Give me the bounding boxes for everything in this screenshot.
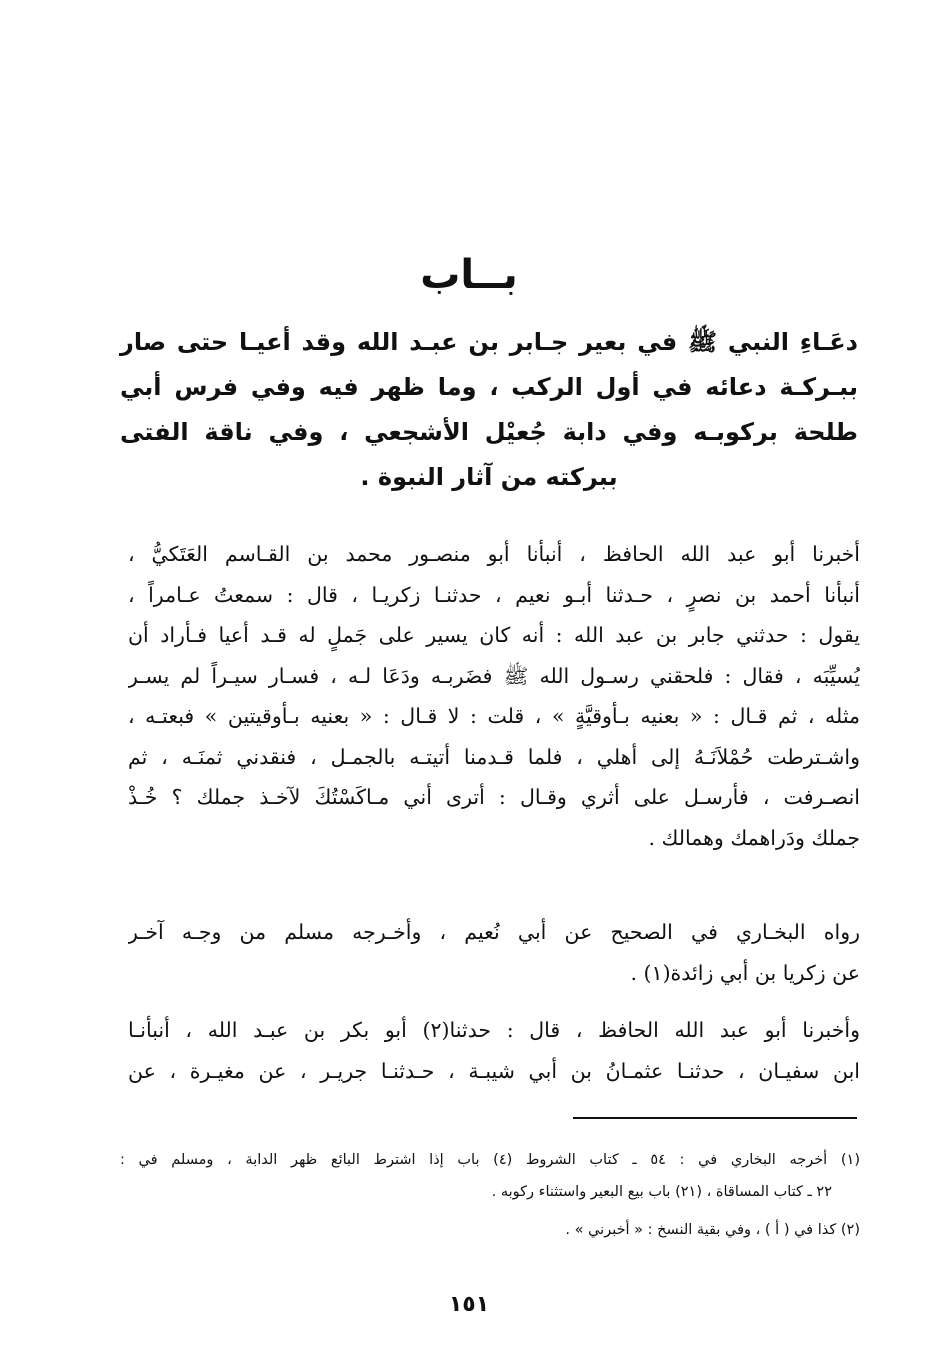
footnote-2 xyxy=(120,1214,860,1246)
text-line: مثله ، ثم قـال : « بعنيه بـأوقيَّةٍ » ، قلت : لا قـال : « بعنيه بـأوقيتين » فبعتـه ، xyxy=(128,704,860,728)
text-line: رواه البخـاري في الصحيح عن أبي نُعيم ، وأخـرجه مسلم من وجـه آخـر xyxy=(128,920,860,944)
chapter-heading: بــاب xyxy=(420,252,518,298)
text-line: يُسيِّبَه ، فقال : فلحقني رسـول الله ﷺ فضَربـه ودَعَا لـه ، فسـار سيـراً لم يسـر xyxy=(128,663,860,688)
footnotes xyxy=(120,1144,860,1246)
chapter-title: دعَـاءِ النبي ﷺ في بعير جـابر بن عبـد الله وقد أعيـا حتى صار ببـركـة دعائه في أول الركب ، وما ظهر فيه وفي فرس أبي طلحة بركوبـه وفي دابة جُعيْل الأشجعي ، وفي ناقة الفتى ببركته من آثار النبوة . xyxy=(120,328,858,491)
text-line: وأخبرنا أبو عبد الله الحافظ ، قال : حدثنا(٢) أبو بكر بن عبـد الله ، أنبأنـا xyxy=(128,1018,860,1042)
text-line: واشـترطت حُمْلاَنَـهُ إلى أهلي ، فلما قـدمنا أتيتـه بالجمـل ، فنقدني ثمنَـه ، ثم xyxy=(128,744,860,769)
body-paragraph-3 xyxy=(128,1010,860,1091)
body-paragraph-1 xyxy=(128,534,860,858)
footnote-divider xyxy=(573,1117,857,1119)
text-line: انصـرفت ، فأرسـل على أثري وقـال : أترى أني مـاكَسْتُكَ لآخـذ جملك ؟ خُـذْ xyxy=(128,785,860,809)
text-line: جملك ودَراهمك وهمالك . xyxy=(648,825,860,850)
text-line: يقول : حدثني جابر بن عبد الله : أنه كان يسير على جَملٍ له قـد أعيا فـأراد أن xyxy=(128,623,860,647)
text-line: أنبأنا أحمد بن نصرٍ ، حـدثنا أبـو نعيم ، حدثنـا زكريـا ، قال : سمعتُ عـامراً ، xyxy=(128,582,860,607)
body-paragraph-2 xyxy=(128,912,860,993)
footnote-1 xyxy=(120,1144,860,1208)
text-line: ابن سفيـان ، حدثنـا عثمـانُ بن أبي شيبـة ، حـدثنـا جريـر ، عن مغيـرة ، عن xyxy=(128,1058,860,1083)
page-number: ١٥١ xyxy=(448,1292,490,1317)
text-line: أخبرنا أبو عبد الله الحافظ ، أنبأنا أبو منصـور محمد بن القـاسم العَتَكيُّ ، xyxy=(128,542,860,566)
footnote-line: ٢٢ ـ كتاب المساقاة ، (٢١) باب بيع البعير واستثناء ركوبه . xyxy=(491,1184,832,1200)
footnote-line: (١) أخرجه البخاري في : ٥٤ ـ كتاب الشروط (٤) باب إذا اشترط البائع ظهر الدابة ، ومسلم في : xyxy=(120,1152,860,1168)
text-line: عن زكريا بن أبي زائدة(١) . xyxy=(630,960,860,985)
footnote-line: (٢) كذا في ( أ ) ، وفي بقية النسخ : « أخبرني » . xyxy=(565,1222,860,1238)
